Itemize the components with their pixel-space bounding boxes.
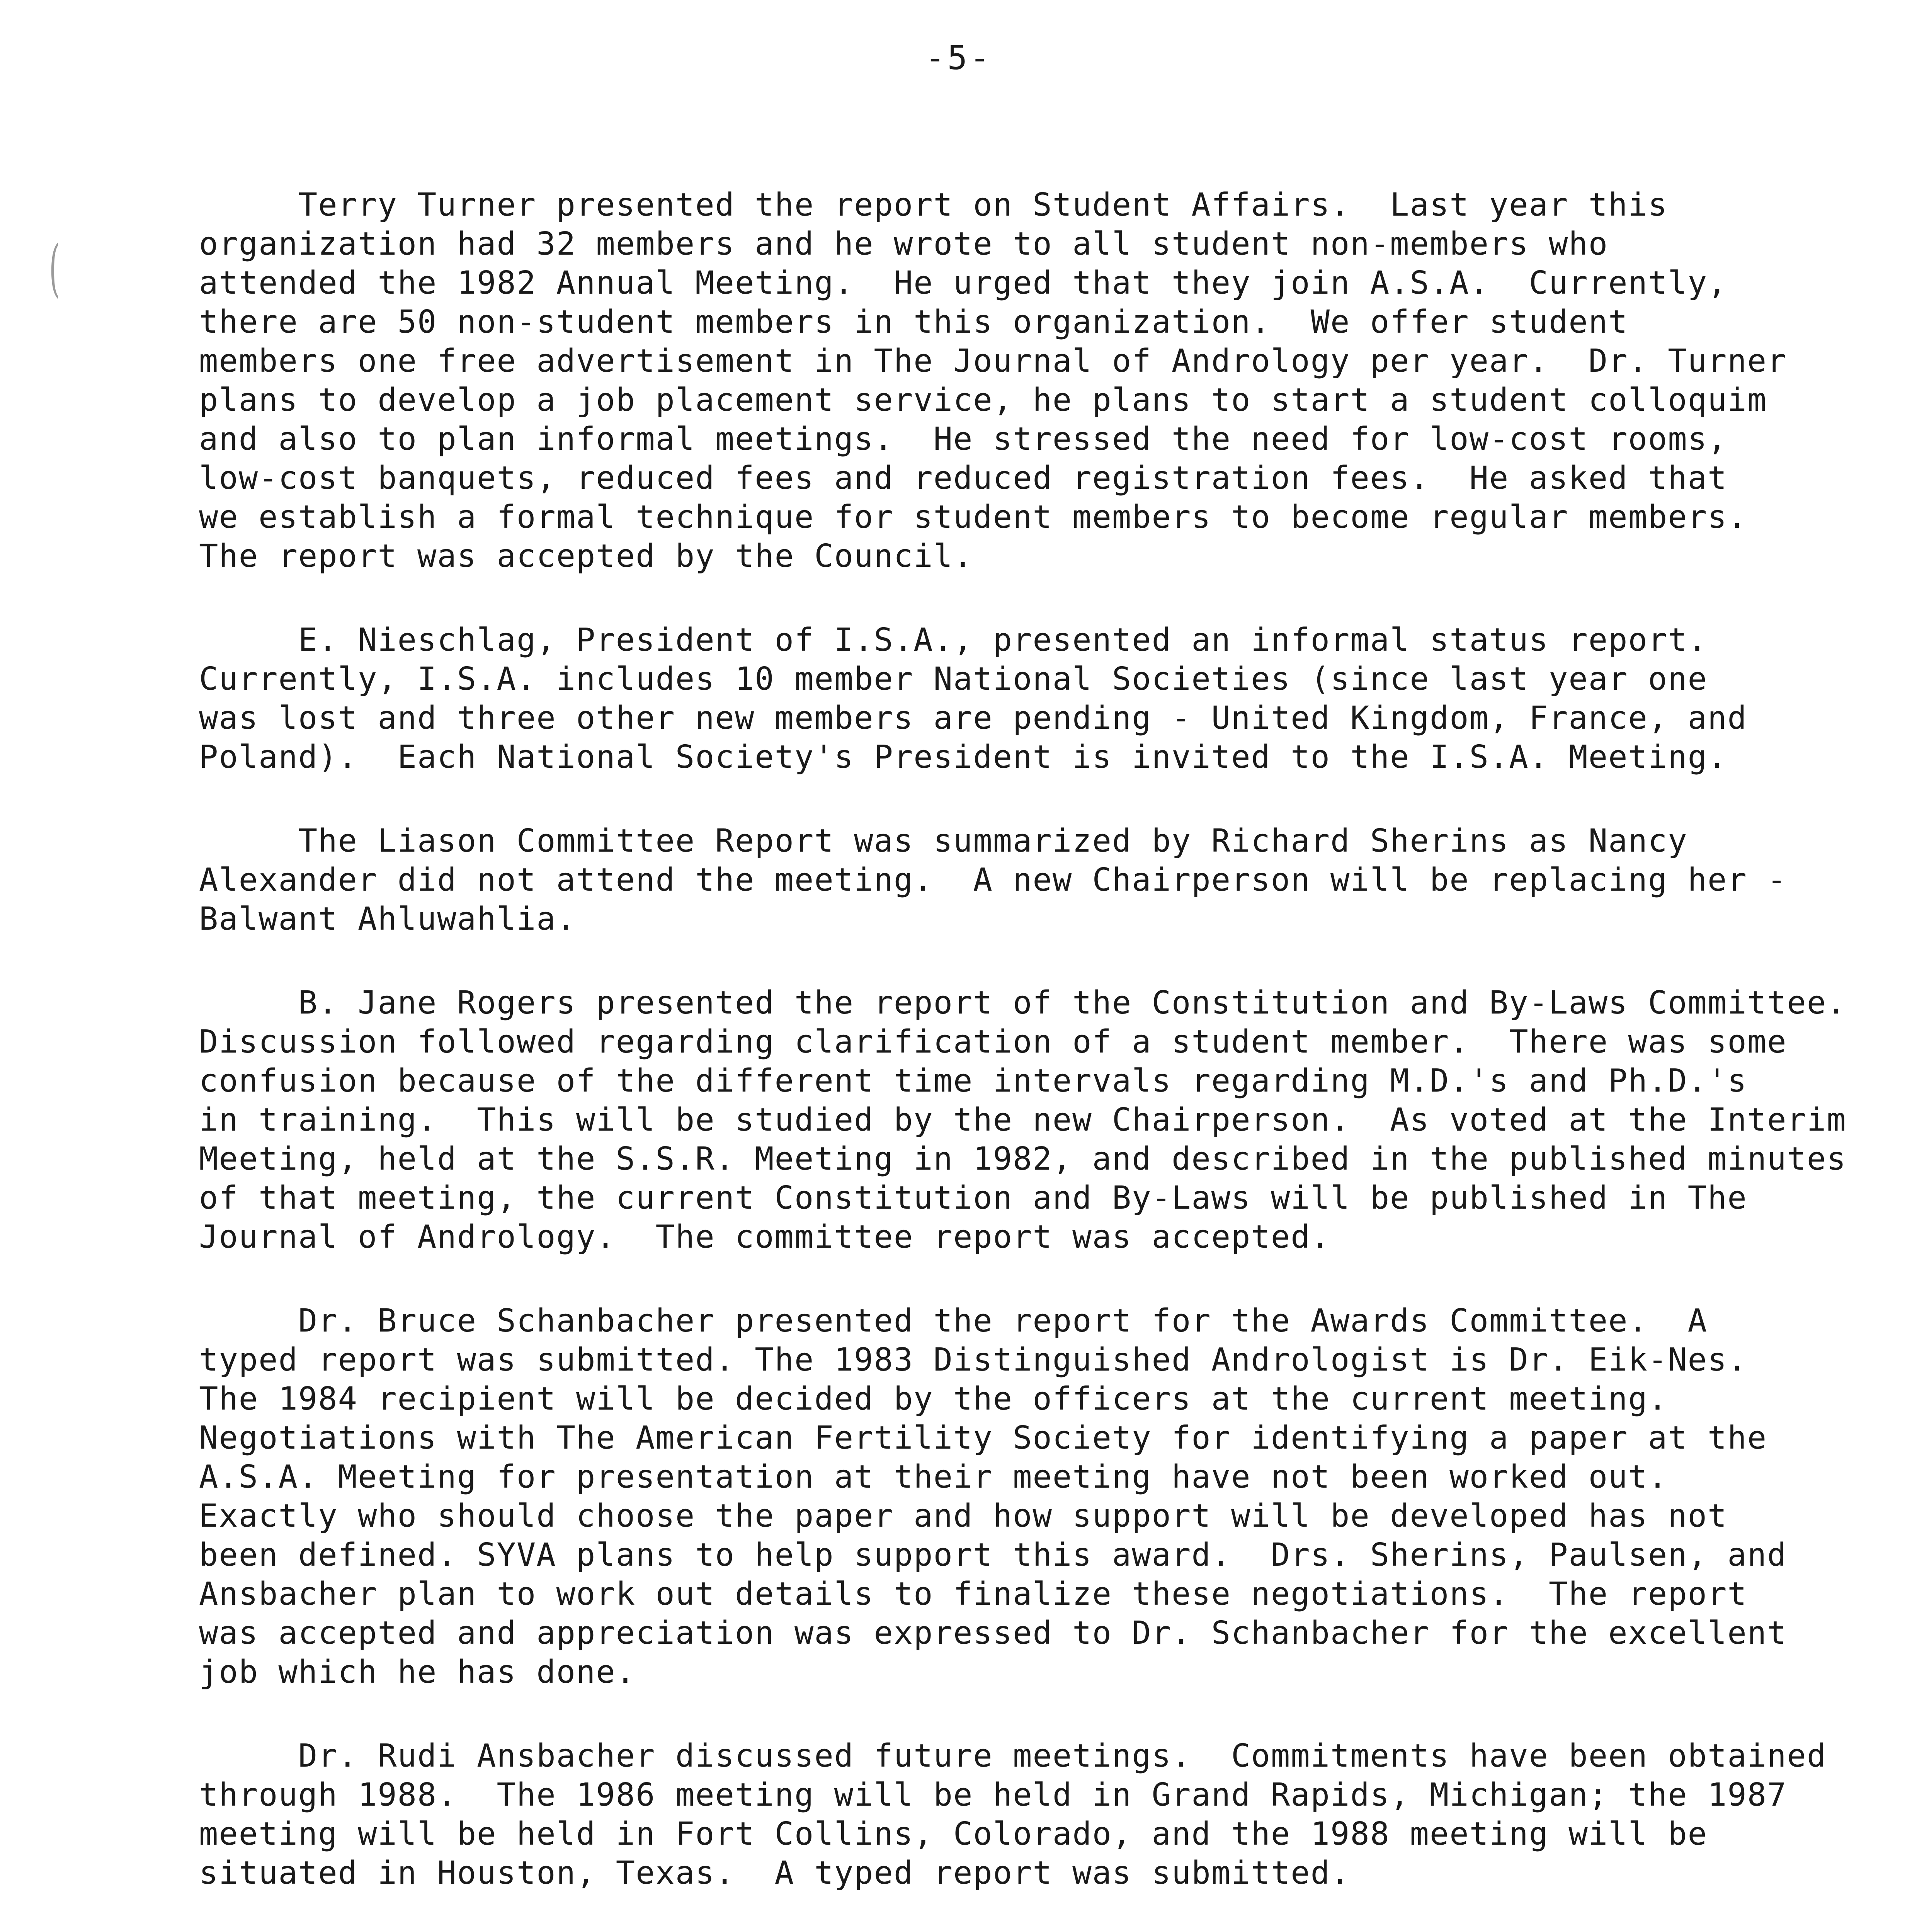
document-body	[199, 185, 1847, 1932]
paragraph-constitution-bylaws: B. Jane Rogers presented the report of the Constitution and By-Laws Committee. Discussion followed regarding clarification of a student member. There was some confusion because of the different time intervals regarding M.D.'s and Ph.D.'s in training. This will be studied by the new Chairperson. As voted at the Interim Meeting, held at the S.S.R. Meeting in 1982, and described in the published minutes of that meeting, the current Constitution and By-Laws will be published in The Journal of Andrology. The committee report was accepted.	[199, 985, 1847, 1255]
paragraph-future-meetings: Dr. Rudi Ansbacher discussed future meetings. Commitments have been obtained through 1988. The 1986 meeting will be held in Grand Rapids, Michigan; the 1987 meeting will be held in Fort Collins, Colorado, and the 1988 meeting will be situated in Houston, Texas. A typed report was submitted.	[199, 1738, 1827, 1891]
margin-mark-top: (	[49, 232, 60, 304]
paragraph-awards-committee: Dr. Bruce Schanbacher presented the report for the Awards Committee. A typed report was submitted. The 1983 Distinguished Andrologist is Dr. Eik-Nes. The 1984 recipient will be decided by the officers at the current meeting. Negotiations with The American Fertility Society for identifying a paper at the A.S.A. Meeting for presentation at their meeting have not been worked out. Exactly who should choose the paper and how support will be developed has not been defined. SYVA plans to help support this award. Drs. Sherins, Paulsen, and Ansbacher plan to work out details to finalize these negotiations. The report was accepted and appreciation was expressed to Dr. Schanbacher for the excellent job which he has done.	[199, 1303, 1787, 1690]
paragraph-student-affairs: Terry Turner presented the report on Student Affairs. Last year this organization had 32 members and he wrote to all student non-members who attended the 1982 Annual Meeting. He urged that they join A.S.A. Currently, there are 50 non-student members in this organization. We offer student members one free advertisement in The Journal of Andrology per year. Dr. Turner plans to develop a job placement service, he plans to start a student colloquim and also to plan informal meetings. He stressed the need for low-cost rooms, low-cost banquets, reduced fees and reduced registration fees. He asked that we establish a formal technique for student members to become regular members. The report was accepted by the Council.	[199, 187, 1787, 575]
paragraph-isa-status: E. Nieschlag, President of I.S.A., presented an informal status report. Currently, I.S.A. includes 10 member National Societies (since last year one was lost and three other new members are pending - United Kingdom, France, and Poland). Each National Society's President is invited to the I.S.A. Meeting.	[199, 622, 1747, 776]
paragraph-liaison-committee: The Liason Committee Report was summarized by Richard Sherins as Nancy Alexander did not attend the meeting. A new Chairperson will be replacing her - Balwant Ahluwahlia.	[199, 823, 1787, 937]
page-number: -5-	[925, 39, 992, 77]
